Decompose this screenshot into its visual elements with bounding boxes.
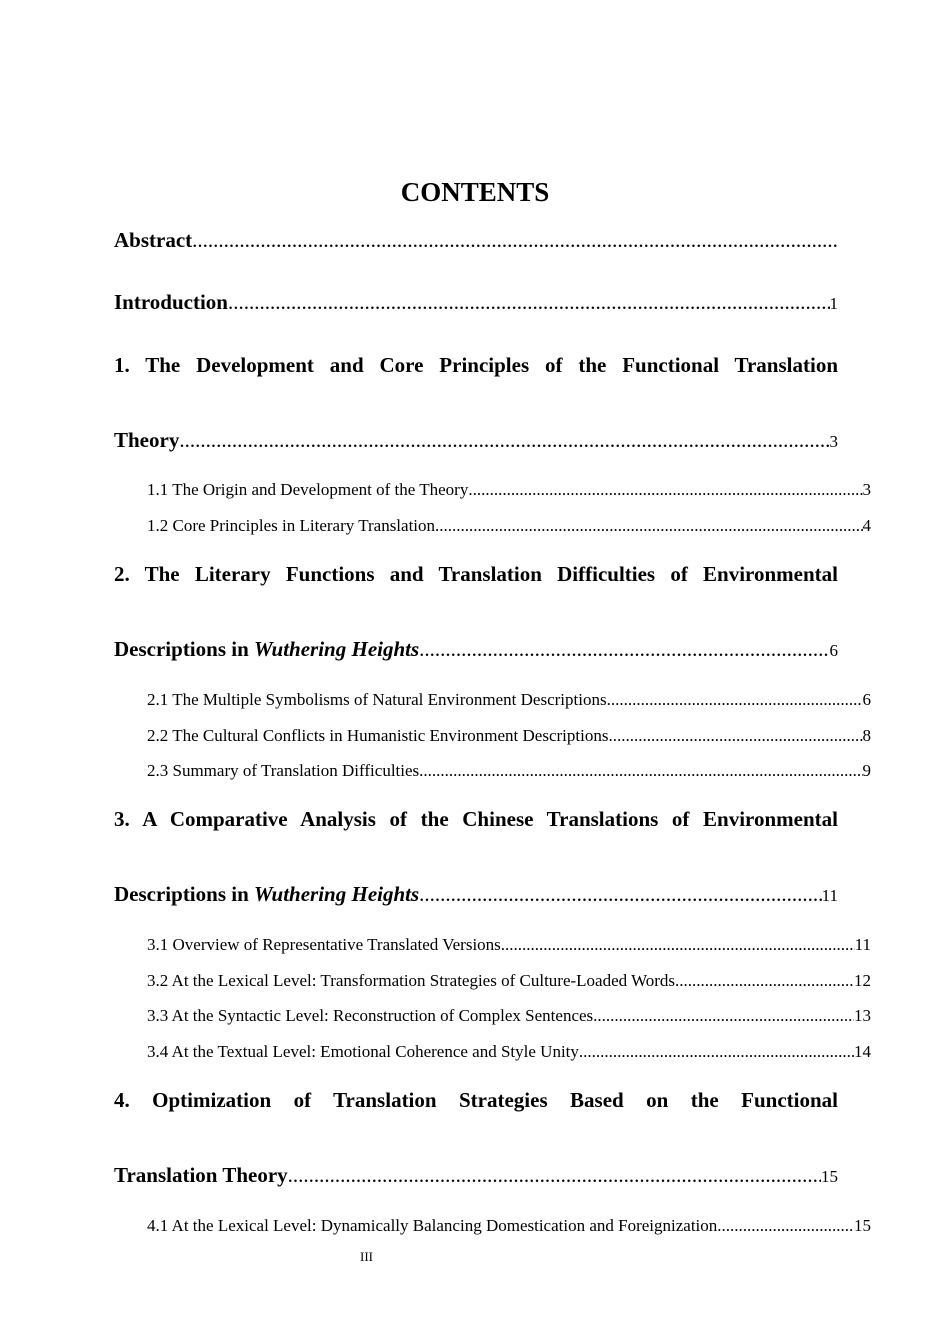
toc-chapter-1[interactable] <box>114 428 838 453</box>
toc-page-number: 6 <box>862 690 871 709</box>
dot-leader <box>468 480 862 500</box>
toc-chapter-3-line1[interactable]: 3. A Comparative Analysis of the Chinese Translations of Environmental <box>114 807 838 831</box>
toc-page-number: 4 <box>862 516 871 535</box>
footer-page-number: III <box>360 1249 373 1264</box>
toc-page-number: 3 <box>829 432 838 451</box>
toc-section-2-3[interactable] <box>114 761 871 781</box>
dot-leader <box>435 516 862 536</box>
toc-section-4-1[interactable] <box>114 1216 871 1236</box>
toc-entry-label: 4.1 At the Lexical Level: Dynamically Balancing Domestication and Foreignization. <box>147 1216 722 1235</box>
toc-section-3-3[interactable] <box>114 1006 871 1026</box>
toc-chapter-2-line1[interactable]: 2. The Literary Functions and Translation Difficulties of Environmental <box>114 562 838 586</box>
toc-page-number: 6 <box>829 641 838 660</box>
toc-section-2-1[interactable] <box>114 690 871 710</box>
toc-section-2-2[interactable] <box>114 726 871 746</box>
toc-entry-label: 3.4 At the Textual Level: Emotional Coherence and Style Unity <box>147 1042 579 1061</box>
dot-leader <box>228 290 830 315</box>
toc-section-3-1[interactable] <box>114 935 871 955</box>
toc-entry-label: Descriptions in Wuthering Heights <box>114 882 420 906</box>
toc-section-1-1[interactable] <box>114 480 871 500</box>
toc-entry-label: 3.2 At the Lexical Level: Transformation Strategies of Culture-Loaded Words <box>147 971 676 990</box>
toc-entry-introduction[interactable] <box>114 290 838 315</box>
page-title: CONTENTS <box>400 177 550 207</box>
toc-chapter-4[interactable] <box>114 1163 838 1188</box>
dot-leader <box>501 935 855 955</box>
toc-chapter-4-line1[interactable]: 4. Optimization of Translation Strategies Based on the Functional <box>114 1088 838 1112</box>
dot-leader <box>607 690 863 710</box>
toc-section-3-4[interactable] <box>114 1042 871 1062</box>
toc-page-number: 11 <box>854 935 871 954</box>
toc-entry-abstract[interactable] <box>114 228 838 253</box>
toc-entry-label: 2.3 Summary of Translation Difficulties <box>147 761 420 780</box>
dot-leader <box>179 428 829 453</box>
dot-leader <box>593 1006 854 1026</box>
toc-entry-label: Translation Theory <box>114 1163 288 1187</box>
toc-entry-label: 1.1 The Origin and Development of the Theory <box>147 480 469 499</box>
toc-page-number: 15 <box>854 1216 871 1235</box>
dot-leader <box>419 761 862 781</box>
dot-leader <box>288 1163 821 1188</box>
toc-chapter-2[interactable] <box>114 637 838 662</box>
toc-section-1-2[interactable] <box>114 516 871 536</box>
toc-entry-label: 3.1 Overview of Representative Translated Versions <box>147 935 501 954</box>
toc-page-number: 12 <box>854 971 871 990</box>
toc-entry-label: Theory <box>114 428 180 452</box>
dot-leader <box>419 882 821 907</box>
dot-leader <box>722 1216 854 1236</box>
toc-section-3-2[interactable] <box>114 971 871 991</box>
dot-leader <box>419 637 829 662</box>
toc-page-number: 15 <box>821 1167 838 1186</box>
toc-page-number: 8 <box>862 726 871 745</box>
toc-chapter-1-line1[interactable]: 1. The Development and Core Principles of the Functional Translation <box>114 353 838 377</box>
toc-entry-label: 2.2 The Cultural Conflicts in Humanistic Environment Descriptions <box>147 726 609 745</box>
toc-page-number: 9 <box>862 761 871 780</box>
toc-page-number: 14 <box>854 1042 871 1061</box>
toc-page-number: 11 <box>821 886 838 905</box>
dot-leader <box>579 1042 854 1062</box>
toc-entry-label: 1.2 Core Principles in Literary Translation <box>147 516 436 535</box>
toc-page-number: 3 <box>862 480 871 499</box>
toc-entry-label: Introduction <box>114 290 228 314</box>
toc-entry-label: Abstract <box>114 228 193 252</box>
dot-leader <box>608 726 862 746</box>
toc-page-number: 13 <box>854 1006 871 1025</box>
toc-chapter-3[interactable] <box>114 882 838 907</box>
toc-page-number: 1 <box>829 294 838 313</box>
dot-leader <box>192 228 838 253</box>
toc-entry-label: 2.1 The Multiple Symbolisms of Natural Environment Descriptions <box>147 690 607 709</box>
dot-leader <box>675 971 854 991</box>
toc-entry-label: 3.3 At the Syntactic Level: Reconstruction of Complex Sentences <box>147 1006 594 1025</box>
toc-entry-label: Descriptions in Wuthering Heights <box>114 637 420 661</box>
